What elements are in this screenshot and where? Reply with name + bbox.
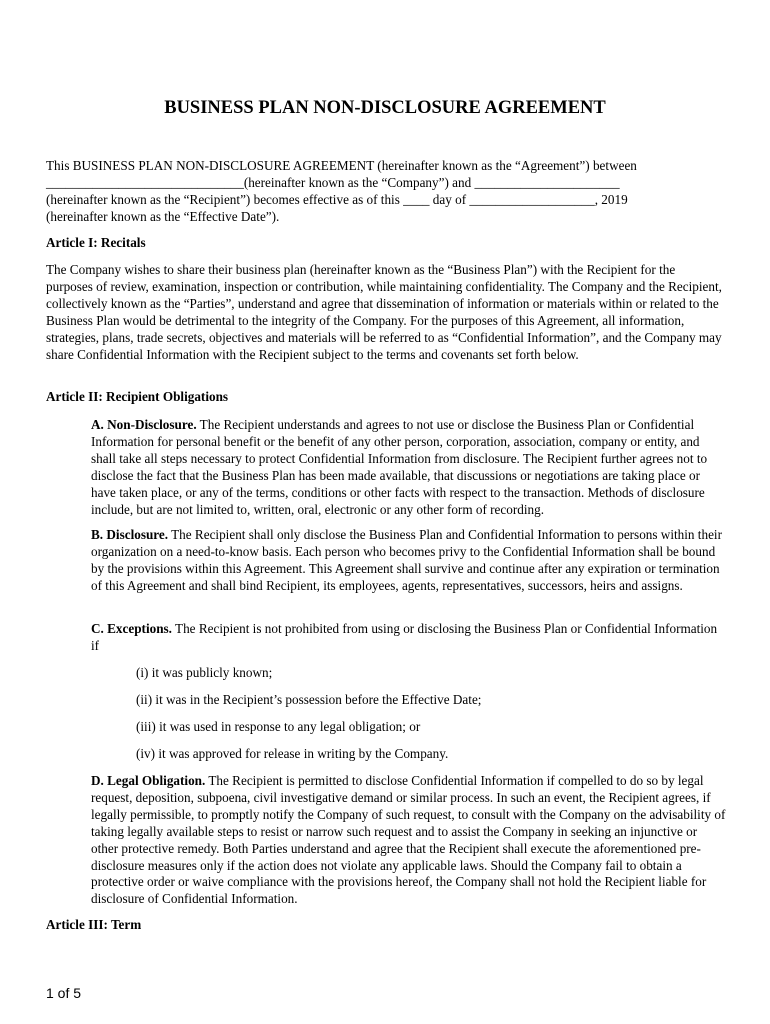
section-d-paragraph xyxy=(91,773,727,908)
document-title: BUSINESS PLAN NON-DISCLOSURE AGREEMENT xyxy=(164,98,606,118)
article-1-text: The Company wishes to share their business plan (hereinafter known as the “Business Plan”) with the Recipient for the purposes of review, examination, inspection or contribution, while maintaining confidentiality. The Company and the Recipient, collectively known as the “Parties”, understand and agree that dissemination of information or materials within or related to the Business Plan would be detrimental to the integrity of the Company. For the purposes of this Agreement, all information, strategies, plans, trade secrets, objectives and materials will be referred to as “Confidential Information”, and the Company may share Confidential Information with the Recipient subject to the terms and covenants set forth below. xyxy=(46,262,722,362)
intro-line: ______________________________(hereinafter known as the “Company”) and ______________________ xyxy=(46,174,620,190)
section-b-label: B. Disclosure. xyxy=(91,527,169,542)
article-1-heading: Article I: Recitals xyxy=(46,235,146,250)
exception-item: (iv) it was approved for release in writing by the Company. xyxy=(136,746,449,761)
section-c-text: The Recipient is not prohibited from using or disclosing the Business Plan or Confidential Information if xyxy=(91,621,718,653)
section-c-paragraph xyxy=(91,621,727,655)
page-indicator: 1 of 5 xyxy=(46,985,82,1001)
section-b-paragraph xyxy=(91,527,727,595)
exception-item: (ii) it was in the Recipient’s possession before the Effective Date; xyxy=(136,692,482,707)
section-d-label: D. Legal Obligation. xyxy=(91,773,206,788)
section-c-label: C. Exceptions. xyxy=(91,621,172,636)
article-3-heading: Article III: Term xyxy=(46,917,142,932)
section-a-paragraph xyxy=(91,417,727,518)
intro-line: This BUSINESS PLAN NON-DISCLOSURE AGREEMENT (hereinafter known as the “Agreement”) between xyxy=(46,158,637,173)
section-a-text: The Recipient understands and agrees to not use or disclose the Business Plan or Confidential Information for personal benefit or the benefit of any other person, corporation, association, company or entity, and shall take all steps necessary to protect Confidential Information from disclosure. The Recipient further agrees not to disclose the fact that the Business Plan has been made available, that discussions or negotiations are taking place or have taken place, or any of the terms, conditions or other facts with respect to the transaction. Methods of disclosure include, but are not limited to, written, oral, electronic or any other form of recording. xyxy=(91,417,708,517)
section-d-text: The Recipient is permitted to disclose Confidential Information if compelled to do so by legal request, deposition, subpoena, civil investigative demand or similar process. In such an event, the Recipient agrees, if legally permissible, to promptly notify the Company of such request, to consult with the Company on the advisability of taking legally available steps to resist or narrow such request and to assist the Company in seeking an injunctive or other protective remedy. Both Parties understand and agree that the Recipient shall execute the aforementioned pre-disclosure measures only if the action does not violate any applicable laws. Should the Company fail to obtain a protective order or waive compliance with the provisions hereof, the Company shall not hold the Recipient liable for disclosure of Confidential Information. xyxy=(91,773,726,907)
article-2-heading: Article II: Recipient Obligations xyxy=(46,389,229,404)
section-b-text: The Recipient shall only disclose the Business Plan and Confidential Information to persons within their organization on a need-to-know basis. Each person who becomes privy to the Confidential Information shall be bound by the provisions within this Agreement. This Agreement shall survive and continue after any expiration or termination of this Agreement and shall bind Recipient, its employees, agents, representatives, successors, heirs and assigns. xyxy=(91,527,722,593)
intro-line: (hereinafter known as the “Recipient”) becomes effective as of this ____ day of ___________________, 2019 xyxy=(46,191,628,207)
section-a-label: A. Non-Disclosure. xyxy=(91,417,197,432)
intro-line: (hereinafter known as the “Effective Date”). xyxy=(46,208,280,224)
intro-paragraph xyxy=(46,158,724,226)
exception-item: (iii) it was used in response to any legal obligation; or xyxy=(136,719,421,734)
exception-item: (i) it was publicly known; xyxy=(136,665,273,680)
